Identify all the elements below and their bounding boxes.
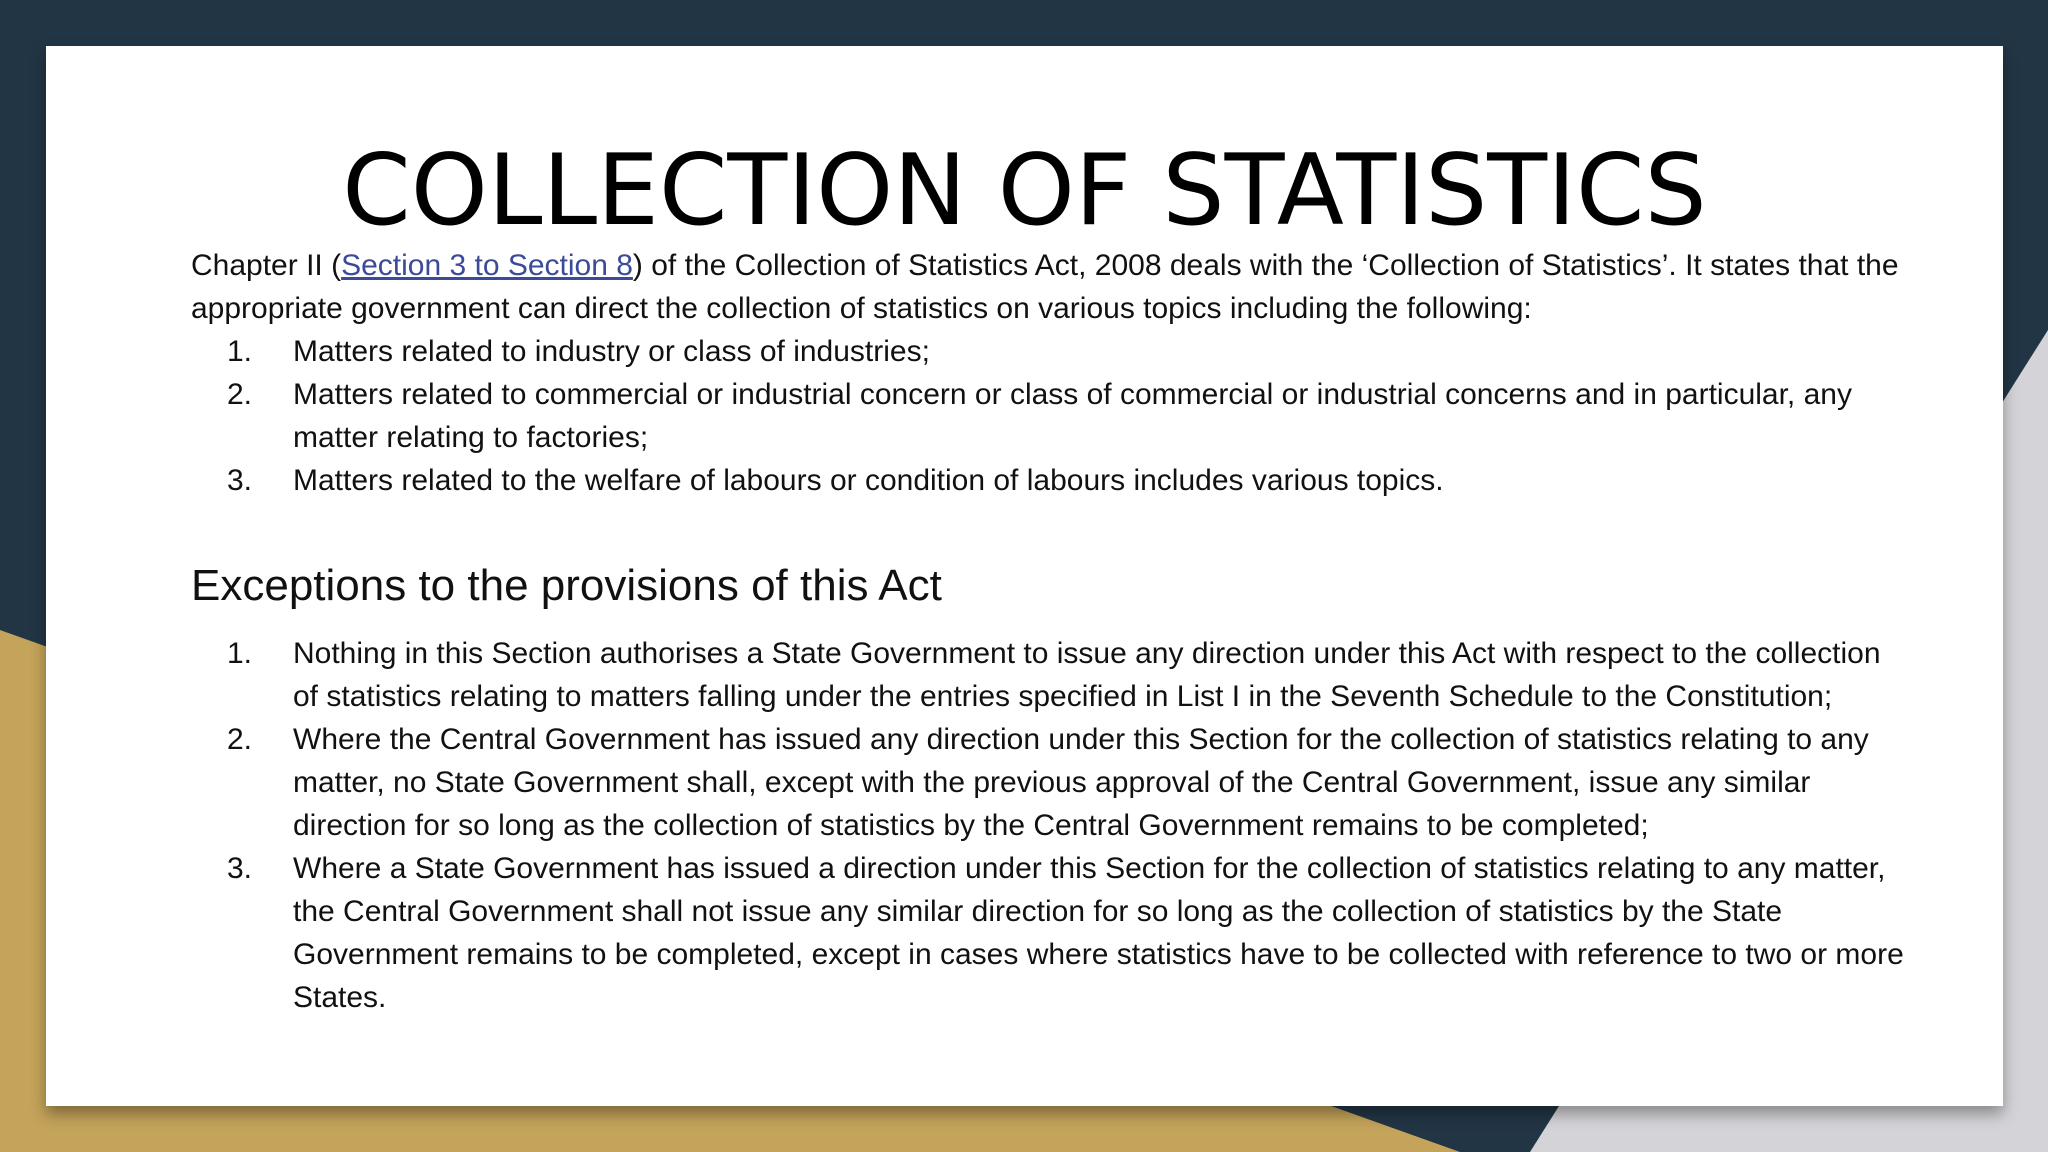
list-item-number: 2. <box>227 378 253 411</box>
list-item-number: 1. <box>227 637 253 670</box>
list-item <box>191 330 1911 373</box>
list-item <box>191 373 1911 459</box>
exceptions-heading: Exceptions to the provisions of this Act <box>191 561 942 610</box>
intro-paragraph <box>191 244 1911 330</box>
section-link[interactable]: Section 3 to Section 8 <box>341 249 633 282</box>
list-item-number: 3. <box>227 464 253 497</box>
slide-content-card <box>46 46 2003 1106</box>
list-item <box>191 847 1911 1019</box>
list-item-text: Matters related to commercial or industrial concern or class of commercial or industrial concerns and in particular, any matter relating to factories; <box>293 378 1852 454</box>
slide-body <box>191 244 1911 1019</box>
intro-text-end: ) of the Collection of Statistics Act, 2008 deals with the ‘Collection of Statistics’. It states that the appropriate government can direct the collection of statistics on various topics including the following: <box>191 249 1899 325</box>
exceptions-list <box>191 632 1911 1019</box>
list-item-text: Matters related to the welfare of labours or condition of labours includes various topics. <box>293 464 1444 497</box>
list-item-number: 3. <box>227 852 253 885</box>
list-item-text: Matters related to industry or class of industries; <box>293 335 930 368</box>
list-item <box>191 632 1911 718</box>
intro-text-start: Chapter II ( <box>191 249 342 282</box>
list-item-text: Nothing in this Section authorises a State Government to issue any direction under this Act with respect to the collection of statistics relating to matters falling under the entries specified in List I in the Seventh Schedule to the Constitution; <box>293 637 1881 713</box>
list-item <box>191 459 1911 502</box>
list-item-text: Where a State Government has issued a direction under this Section for the collection of statistics relating to any matter, the Central Government shall not issue any similar direction for so long as the collection of statistics by the State Government remains to be completed, except in cases where statistics have to be collected with reference to two or more States. <box>293 852 1904 1014</box>
list-item <box>191 718 1911 847</box>
slide-title: COLLECTION OF STATISTICS <box>342 134 1707 248</box>
list-item-number: 2. <box>227 723 253 756</box>
list-item-number: 1. <box>227 335 253 368</box>
list-item-text: Where the Central Government has issued any direction under this Section for the collection of statistics relating to any matter, no State Government shall, except with the previous approval of the Central Government, issue any similar direction for so long as the collection of statistics by the Central Government remains to be completed; <box>293 723 1869 842</box>
topics-list <box>191 330 1911 502</box>
